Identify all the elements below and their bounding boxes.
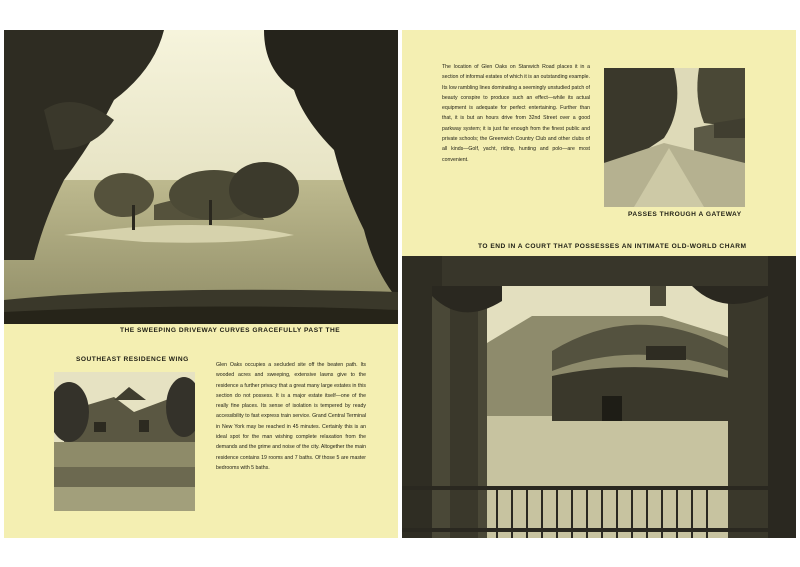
left-brochure-page bbox=[4, 30, 398, 538]
gateway-photo bbox=[604, 68, 745, 207]
court-photo bbox=[402, 256, 796, 538]
residence-wing-photo bbox=[54, 372, 195, 511]
court-caption: TO END IN A COURT THAT POSSESSES AN INTIMATE OLD-WORLD CHARM bbox=[478, 243, 747, 250]
wing-caption: SOUTHEAST RESIDENCE WING bbox=[76, 356, 189, 363]
driveway-caption: THE SWEEPING DRIVEWAY CURVES GRACEFULLY PAST THE bbox=[120, 327, 341, 334]
gateway-caption: PASSES THROUGH A GATEWAY bbox=[628, 211, 742, 218]
left-body-text: Glen Oaks occupies a secluded site off the beaten path. Its wooded acres and sweeping, extensive lawns give to the residence a further privacy that a great many large estates in this section do not possess. It is a major estate itself—one of the really fine places. Its sense of isolation is tempered by ready accessibility to fast express train service. Grand Central Terminal in New York may be reached in 45 minutes. Certainly this is an ideal spot for the man wishing complete relaxation from the demands and the grime and noise of the city. Altogether the main residence contains 19 rooms and 7 baths. Of those 5 are master bedrooms with 5 baths. bbox=[216, 362, 366, 471]
driveway-photo bbox=[4, 30, 398, 324]
right-brochure-page bbox=[402, 30, 796, 538]
right-body-text: The location of Glen Oaks on Stanwich Road places it in a section of informal estates of which it is an outstanding example. Its low rambling lines dominating a seemingly unstudied patch of beauty conspire to produce such an effect—while its actual equipment is adequate for perfect entertaining. Further than that, it is but an hours drive from 32nd Street over a good parkway system; it is just far enough from the finest public and private schools; the Greenwich Country Club and other clubs of all kinds—Golf, yacht, riding, hunting and polo—are most convenient. bbox=[442, 64, 590, 163]
